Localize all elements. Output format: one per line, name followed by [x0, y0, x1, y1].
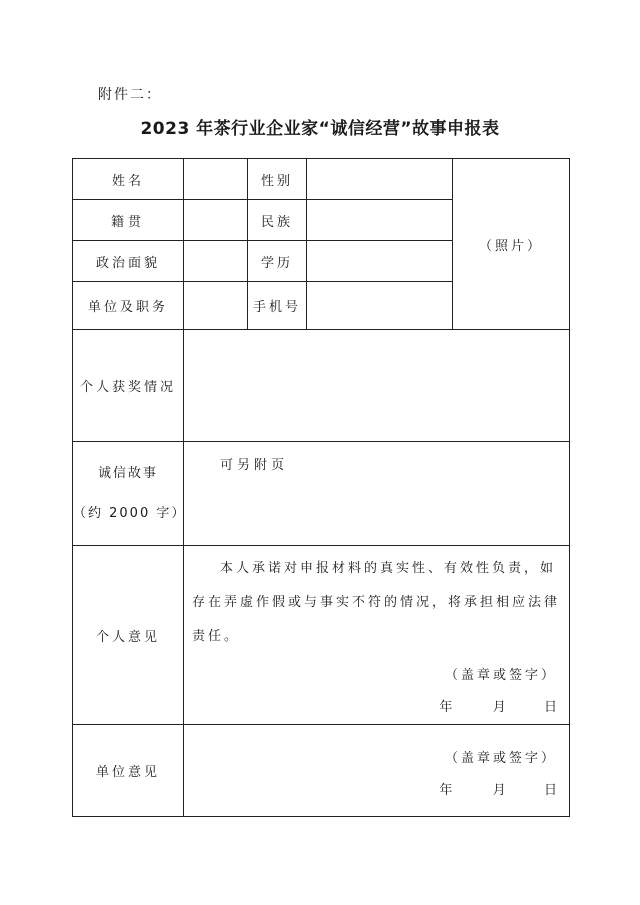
political-field[interactable]: [184, 241, 248, 282]
hometown-field[interactable]: [184, 200, 248, 241]
personal-date-month: 月: [492, 700, 508, 715]
form-row-personal-opinion: [73, 546, 570, 725]
education-label: 学历: [248, 241, 307, 282]
personal-date: [184, 692, 569, 724]
name-field[interactable]: [184, 159, 248, 200]
form-row-name: [73, 159, 570, 200]
form-row-awards: [73, 330, 570, 442]
unit-opinion-field[interactable]: [184, 725, 570, 817]
education-field[interactable]: [307, 241, 453, 282]
photo-box[interactable]: [453, 159, 570, 330]
photo-label: （照片）: [478, 238, 543, 254]
unit-sign-label: （盖章或签字）: [444, 751, 557, 766]
page-title: 2023 年茶行业企业家“诚信经营”故事申报表: [140, 119, 500, 139]
gender-label: 性别: [248, 159, 307, 200]
unit-position-label: 单位及职务: [73, 282, 184, 330]
story-label-line1: 诚信故事: [97, 465, 158, 481]
ethnicity-label: 民族: [248, 200, 307, 241]
personal-opinion-field[interactable]: [184, 546, 570, 725]
story-note: 可另附页: [220, 458, 289, 473]
story-label: [73, 442, 187, 546]
phone-field[interactable]: [307, 282, 453, 330]
name-label: 姓名: [73, 159, 184, 200]
form-row-unit-opinion: [73, 725, 570, 817]
unit-date-day: 日: [543, 783, 559, 798]
attachment-label: 附件二：: [98, 87, 162, 103]
awards-label: 个人获奖情况: [73, 330, 184, 442]
political-label: 政治面貌: [73, 241, 184, 282]
personal-date-day: 日: [543, 700, 559, 715]
personal-sign-label: （盖章或签字）: [444, 668, 557, 683]
personal-opinion-label: 个人意见: [73, 546, 184, 725]
unit-opinion-label: 单位意见: [73, 725, 184, 817]
personal-date-year: 年: [439, 700, 455, 715]
hometown-label: 籍贯: [73, 200, 184, 241]
unit-date: [184, 775, 569, 807]
unit-position-field[interactable]: [184, 282, 248, 330]
pledge-text: 本人承诺对申报材料的真实性、有效性负责，如存在弄虚作假或与事实不符的情况，将承担相应法律责任。: [192, 561, 561, 644]
story-field[interactable]: [184, 442, 570, 546]
ethnicity-field[interactable]: [307, 200, 453, 241]
application-form-table: [72, 158, 570, 817]
unit-date-year: 年: [439, 783, 455, 798]
story-label-line2: （约 2000 字）: [73, 505, 187, 521]
gender-field[interactable]: [307, 159, 453, 200]
form-row-story: [73, 442, 570, 546]
unit-date-month: 月: [492, 783, 508, 798]
phone-label: 手机号: [248, 282, 307, 330]
awards-field[interactable]: [184, 330, 570, 442]
